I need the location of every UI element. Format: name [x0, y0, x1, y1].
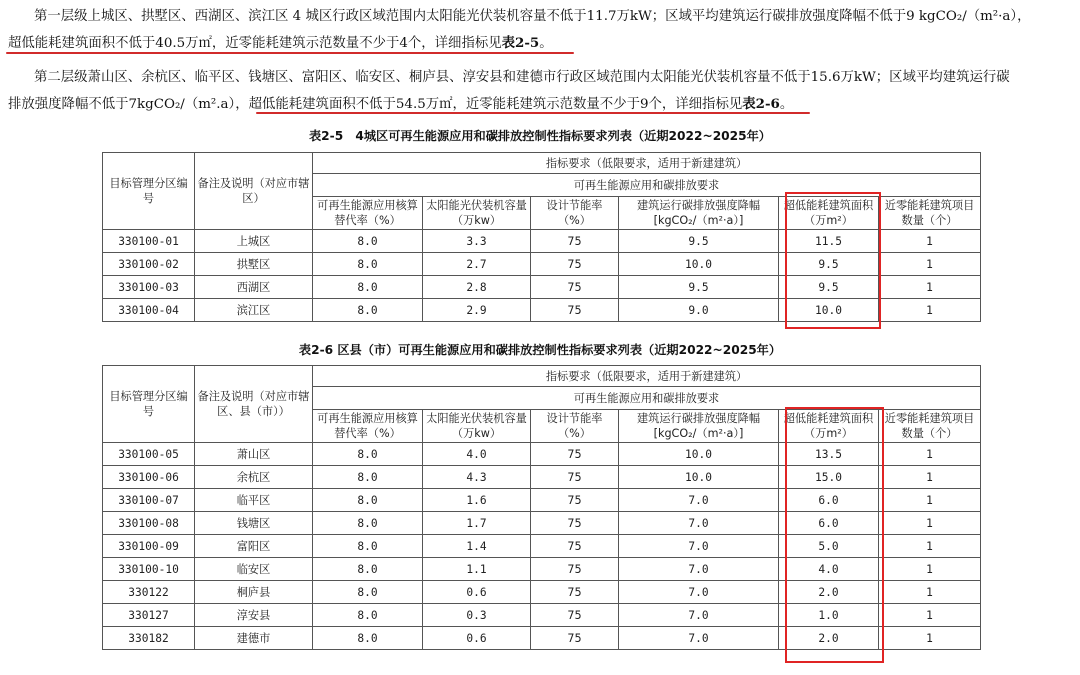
- table-cell: 西湖区: [195, 276, 313, 299]
- table-cell: 7.0: [619, 558, 779, 581]
- table-cell: 富阳区: [195, 535, 313, 558]
- table-cell: 1: [879, 489, 981, 512]
- table-cell: 4.3: [423, 466, 531, 489]
- period: 。: [539, 36, 553, 51]
- table-cell: 75: [531, 466, 619, 489]
- header-row-1: [103, 366, 981, 387]
- table-cell: 4.0: [779, 558, 879, 581]
- table-cell: 3.3: [423, 230, 531, 253]
- paragraph-tier2: [8, 65, 1070, 118]
- header-col: 可再生能源应用核算替代率（%）: [313, 410, 423, 443]
- table-cell: 2.8: [423, 276, 531, 299]
- table-cell: 7.0: [619, 512, 779, 535]
- table-cell: 8.0: [313, 443, 423, 466]
- header-col: 近零能耗建筑项目数量（个）: [879, 410, 981, 443]
- table-cell: 1: [879, 299, 981, 322]
- header-col: 近零能耗建筑项目数量（个）: [879, 197, 981, 230]
- header-note: 备注及说明（对应市辖区）: [195, 153, 313, 230]
- table2-title: 表2-6 区县（市）可再生能源应用和碳排放控制性指标要求列表（近期2022~2025年）: [298, 343, 782, 357]
- table-cell: 2.7: [423, 253, 531, 276]
- table-cell: 桐庐县: [195, 581, 313, 604]
- table-cell: 7.0: [619, 581, 779, 604]
- table-cell: 临安区: [195, 558, 313, 581]
- table-cell: 10.0: [779, 299, 879, 322]
- table-cell: 1: [879, 466, 981, 489]
- table-cell: 10.0: [619, 253, 779, 276]
- table-cell: 7.0: [619, 604, 779, 627]
- table-cell: 上城区: [195, 230, 313, 253]
- table-cell: 75: [531, 627, 619, 650]
- table-cell: 330100-02: [103, 253, 195, 276]
- table-cell: 8.0: [313, 627, 423, 650]
- table-cell: 钱塘区: [195, 512, 313, 535]
- table-cell: 330100-03: [103, 276, 195, 299]
- table-cell: 8.0: [313, 581, 423, 604]
- table-cell: 9.0: [619, 299, 779, 322]
- header-indicator-group: 指标要求（低限要求，适用于新建建筑）: [313, 366, 981, 387]
- table-cell: 7.0: [619, 627, 779, 650]
- header-col: 超低能耗建筑面积（万m²）: [779, 410, 879, 443]
- paragraph-tier1-line1: 第一层级上城区、拱墅区、西湖区、滨江区 4 城区行政区域范围内太阳能光伏装机容量不低于11.7万kW；区域平均建筑运行碳排放强度降幅不低于9 kgCO₂/（m²·a），: [34, 9, 1031, 24]
- table-cell: 15.0: [779, 466, 879, 489]
- header-col: 建筑运行碳排放强度降幅[kgCO₂/（m²·a）]: [619, 410, 779, 443]
- header-col: 可再生能源应用核算替代率（%）: [313, 197, 423, 230]
- table-cell: 1: [879, 512, 981, 535]
- header-col: 设计节能率（%）: [531, 197, 619, 230]
- table-cell: 330100-08: [103, 512, 195, 535]
- table-cell: 9.5: [779, 253, 879, 276]
- table-cell: 8.0: [313, 512, 423, 535]
- table-cell: 75: [531, 604, 619, 627]
- table-cell: 1: [879, 604, 981, 627]
- table-cell: 75: [531, 489, 619, 512]
- table-cell: 临平区: [195, 489, 313, 512]
- table-cell: 11.5: [779, 230, 879, 253]
- header-indicator-group: 指标要求（低限要求，适用于新建建筑）: [313, 153, 981, 174]
- table-cell: 1: [879, 558, 981, 581]
- highlight-box-table1: [785, 192, 881, 329]
- table-cell: 75: [531, 276, 619, 299]
- header-renewable-group: 可再生能源应用和碳排放要求: [313, 387, 981, 410]
- table-cell: 淳安县: [195, 604, 313, 627]
- table-cell: 330100-04: [103, 299, 195, 322]
- red-underline-2: [256, 112, 810, 114]
- table-cell: 330100-09: [103, 535, 195, 558]
- table-cell: 9.5: [779, 276, 879, 299]
- table-cell: 75: [531, 581, 619, 604]
- table-cell: 5.0: [779, 535, 879, 558]
- table-cell: 9.5: [619, 276, 779, 299]
- header-zone-id: 目标管理分区编号: [103, 366, 195, 443]
- table-cell: 拱墅区: [195, 253, 313, 276]
- paragraph-tier2-text-a: 排放强度降幅不低于7kgCO₂/（m².a），: [8, 97, 249, 112]
- table-cell: 4.0: [423, 443, 531, 466]
- table-cell: 330100-10: [103, 558, 195, 581]
- table-cell: 萧山区: [195, 443, 313, 466]
- table-cell: 1: [879, 535, 981, 558]
- table-cell: 8.0: [313, 230, 423, 253]
- table-cell: 75: [531, 299, 619, 322]
- table-cell: 0.6: [423, 581, 531, 604]
- header-col: 太阳能光伏装机容量（万kw）: [423, 197, 531, 230]
- period: 。: [779, 97, 794, 112]
- table-cell: 6.0: [779, 489, 879, 512]
- header-col: 超低能耗建筑面积（万m²）: [779, 197, 879, 230]
- header-col: 建筑运行碳排放强度降幅[kgCO₂/（m²·a）]: [619, 197, 779, 230]
- table-cell: 8.0: [313, 276, 423, 299]
- header-row-1: [103, 153, 981, 174]
- table-cell: 0.6: [423, 627, 531, 650]
- table-cell: 8.0: [313, 558, 423, 581]
- table-cell: 8.0: [313, 299, 423, 322]
- table-cell: 0.3: [423, 604, 531, 627]
- table-cell: 1.6: [423, 489, 531, 512]
- table-cell: 330122: [103, 581, 195, 604]
- table-cell: 1: [879, 253, 981, 276]
- table-cell: 1: [879, 276, 981, 299]
- header-zone-id: 目标管理分区编号: [103, 153, 195, 230]
- table-cell: 75: [531, 535, 619, 558]
- table-cell: 余杭区: [195, 466, 313, 489]
- table-cell: 75: [531, 443, 619, 466]
- table-cell: 8.0: [313, 604, 423, 627]
- table1-title: 表2-5 4城区可再生能源应用和碳排放控制性指标要求列表（近期2022~2025年）: [309, 129, 771, 143]
- table-cell: 1: [879, 581, 981, 604]
- table-cell: 1: [879, 230, 981, 253]
- table-cell: 8.0: [313, 253, 423, 276]
- paragraph-tier1-text: 超低能耗建筑面积不低于40.5万㎡，近零能耗建筑示范数量不少于4个，详细指标见: [8, 36, 502, 51]
- table-cell: 2.0: [779, 627, 879, 650]
- table-cell: 330127: [103, 604, 195, 627]
- table-cell: 1.4: [423, 535, 531, 558]
- table-cell: 7.0: [619, 489, 779, 512]
- table-cell: 2.9: [423, 299, 531, 322]
- table-cell: 8.0: [313, 489, 423, 512]
- table-cell: 1.1: [423, 558, 531, 581]
- table-cell: 75: [531, 253, 619, 276]
- table-cell: 1.0: [779, 604, 879, 627]
- table-cell: 13.5: [779, 443, 879, 466]
- table-cell: 建德市: [195, 627, 313, 650]
- table-cell: 1: [879, 627, 981, 650]
- table-reference-2-5[interactable]: 表2-5: [501, 35, 540, 51]
- table-cell: 75: [531, 558, 619, 581]
- table-cell: 8.0: [313, 535, 423, 558]
- highlight-box-table2: [785, 407, 884, 663]
- table-cell: 330100-01: [103, 230, 195, 253]
- table-cell: 10.0: [619, 443, 779, 466]
- table-cell: 2.0: [779, 581, 879, 604]
- header-note: 备注及说明（对应市辖区、县（市））: [195, 366, 313, 443]
- table-cell: 330100-06: [103, 466, 195, 489]
- table-cell: 8.0: [313, 466, 423, 489]
- table-cell: 1.7: [423, 512, 531, 535]
- header-renewable-group: 可再生能源应用和碳排放要求: [313, 174, 981, 197]
- table-cell: 75: [531, 230, 619, 253]
- table-cell: 6.0: [779, 512, 879, 535]
- table-cell: 10.0: [619, 466, 779, 489]
- paragraph-tier2-line2: [8, 91, 1070, 118]
- table-cell: 滨江区: [195, 299, 313, 322]
- table-reference-2-6[interactable]: 表2-6: [742, 96, 780, 112]
- table-cell: 330100-05: [103, 443, 195, 466]
- header-col: 设计节能率（%）: [531, 410, 619, 443]
- table-cell: 9.5: [619, 230, 779, 253]
- paragraph-tier2-text-b: 超低能耗建筑面积不低于54.5万㎡，近零能耗建筑示范数量不少于9个，详细指标见: [248, 97, 743, 112]
- header-col: 太阳能光伏装机容量（万kw）: [423, 410, 531, 443]
- paragraph-tier2-line1: 第二层级萧山区、余杭区、临平区、钱塘区、富阳区、临安区、桐庐县、淳安县和建德市行政区域范围内太阳能光伏装机容量不低于15.6万kW；区域平均建筑运行碳: [34, 70, 1010, 85]
- red-underline-1: [6, 52, 574, 54]
- table-cell: 1: [879, 443, 981, 466]
- table-cell: 330182: [103, 627, 195, 650]
- table-cell: 75: [531, 512, 619, 535]
- paragraph-tier1: [8, 4, 1070, 57]
- table-cell: 330100-07: [103, 489, 195, 512]
- table-cell: 7.0: [619, 535, 779, 558]
